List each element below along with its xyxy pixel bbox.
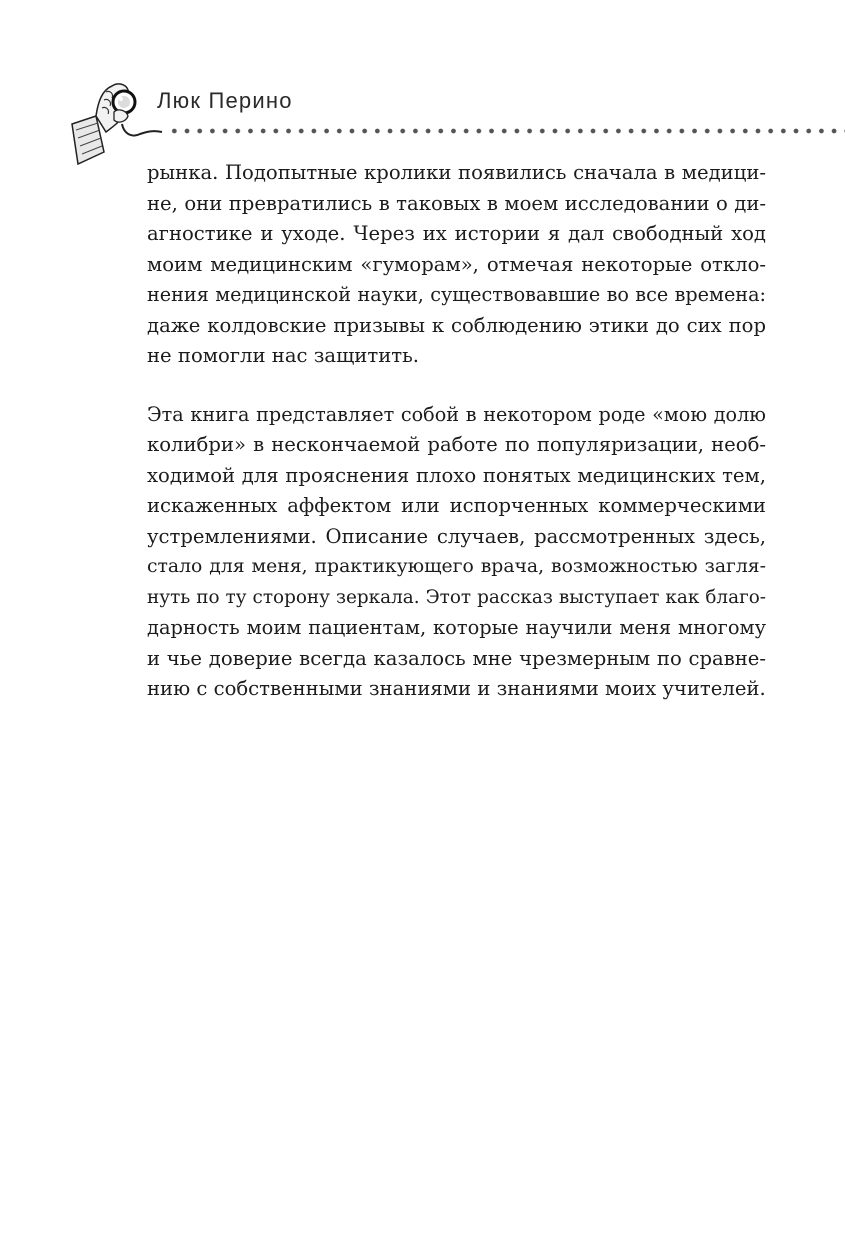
text-line: и чье доверие всегда казалось мне чрезмерным по сравне- (147, 646, 766, 670)
text-line: нию с собственными знаниями и знаниями моих учителей. (147, 677, 766, 700)
text-line: дарность моим пациентам, которые научили меня многому (147, 616, 766, 639)
text-line: не, они превратились в таковых в моем исследовании о ди- (147, 191, 766, 215)
text-line: агностике и уходе. Через их истории я дал свободный ход (147, 222, 766, 245)
text-line: колибри» в нескончаемой работе по популяризации, необ- (147, 433, 766, 456)
text-line: искаженных аффектом или испорченных коммерческими (147, 494, 766, 517)
text-line: устремлениями. Описание случаев, рассмотренных здесь, (147, 524, 766, 548)
paragraph-1 (147, 158, 766, 372)
text-line: ходимой для прояснения плохо понятых медицинских тем, (147, 463, 766, 487)
text-line: Эта книга представляет собой в некотором роде «мою долю (147, 402, 766, 426)
paragraph-2 (147, 400, 766, 705)
text-line: даже колдовские призывы к соблюдению этики до сих пор (147, 313, 766, 337)
text-line: нения медицинской науки, существовавшие во все времена: (147, 283, 766, 306)
body-text (147, 158, 766, 705)
hand-holding-magnifying-glass-icon (66, 72, 176, 172)
text-line: моим медицинским «гуморам», отмечая некоторые откло- (147, 252, 766, 276)
text-line: не помогли нас защитить. (147, 344, 419, 367)
text-line: рынка. Подопытные кролики появились сначала в медици- (147, 161, 766, 184)
text-line: нуть по ту сторону зеркала. Этот рассказ выступает как благо- (147, 586, 766, 608)
text-line: стало для меня, практикующего врача, возможностью загля- (147, 556, 766, 577)
dotted-rule (168, 127, 845, 135)
author-name: Люк Перино (157, 88, 293, 113)
running-header (0, 0, 845, 170)
